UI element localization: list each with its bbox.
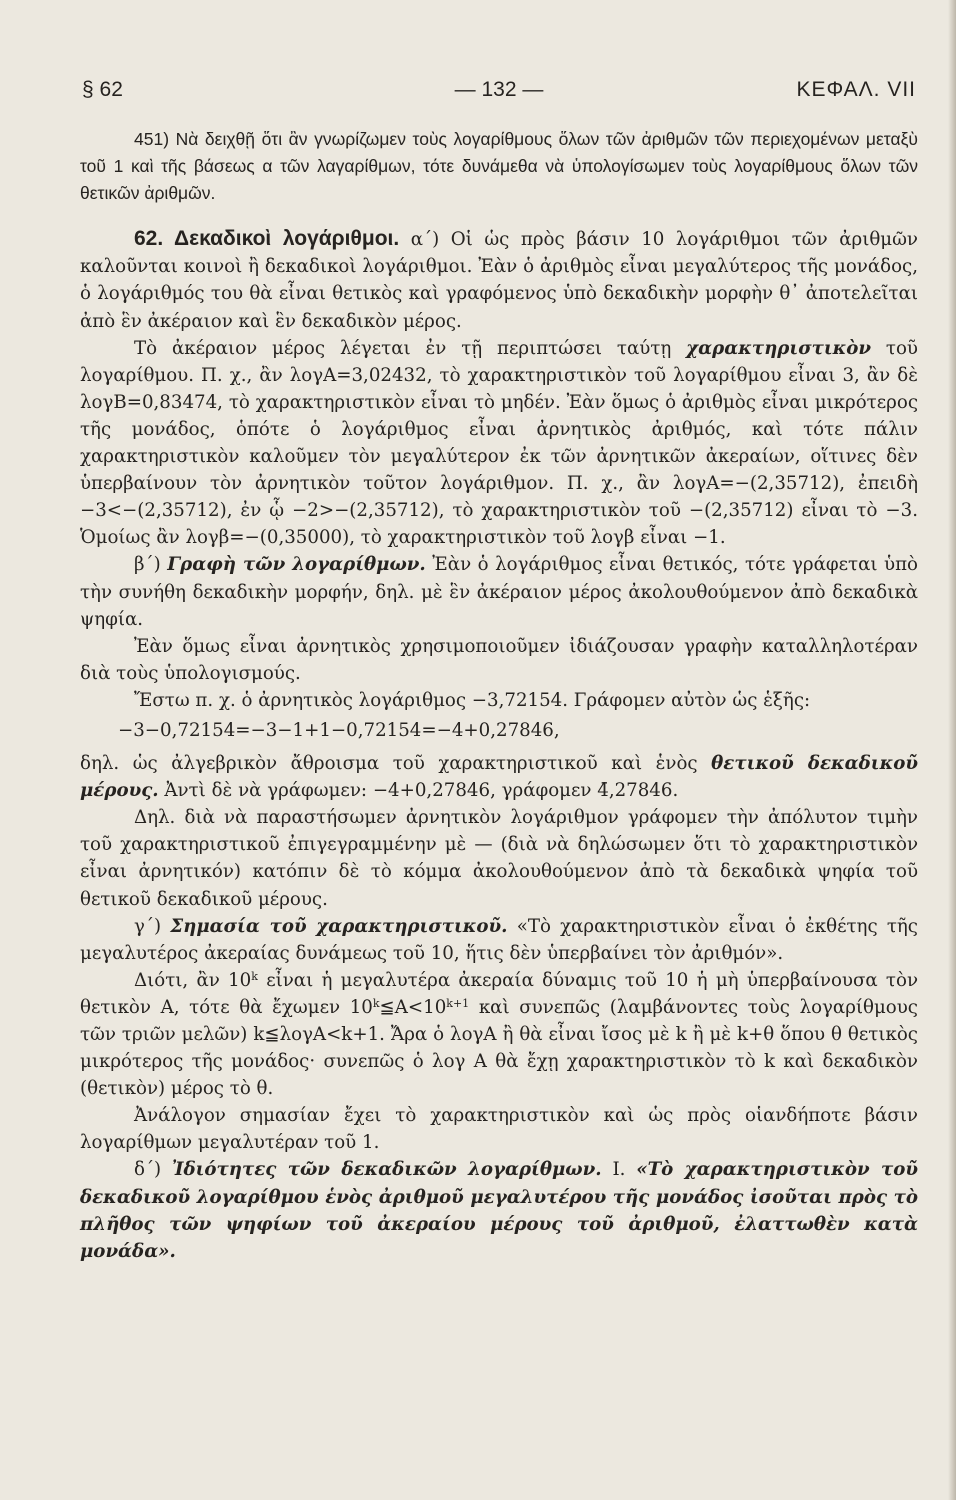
writing-logs-paragraph [80, 551, 918, 632]
property-number: Ι. [612, 1159, 626, 1181]
paragraph-a: α΄) Οἱ ὡς πρὸς βάσιν 10 λογάριθμοι τῶν ἀριθμῶν καλοῦνται κοινοὶ ἢ δεκαδικοὶ λογάριθμοι. Ἐὰν ὁ ἀριθμὸς εἶναι μεγαλύτερος τῆς μονάδος, ὁ λογάριθμός του θὰ εἶναι θετικὸς καὶ γραφόμενος ὑπὸ δεκαδικὴν μορφὴν θ᾽ ἀποτελεῖται ἀπὸ ἓν ἀκέραιον καὶ ἓν δεκαδικὸν μέρος. [80, 229, 918, 332]
text-run: Διότι, ἂν 10 [134, 969, 252, 991]
subsection-title-b: Γραφὴ τῶν λογαρίθμων. [167, 554, 426, 576]
text-run: Ἐὰν ὁ λογάριθμος εἶναι θετικός, τότε γράφεται ὑπὸ τὴν συνήθη δεκαδικὴν μορφήν, δηλ. μὲ ἓν ἀκέραιον μέρος ἀκολουθούμενον ἀπὸ δεκαδικὰ ψηφία. [80, 554, 918, 630]
property-statement: «Τὸ χαρακτηριστικὸν τοῦ δεκαδικοῦ λογαρίθμου ἑνὸς ἀριθμοῦ μεγαλυτέρου τῆς μονάδος ἰσοῦται πρὸς τὸ πλῆθος τῶν ψηφίων τοῦ ἀκεραίου μέρους τοῦ ἀριθμοῦ, ἐλαττωθὲν κατὰ μονάδα». [80, 1159, 918, 1262]
exponent: k+1 [446, 996, 470, 1010]
text-run: εἶναι ἡ μεγαλυτέρα ἀκεραία δύναμις τοῦ 10 ἡ μὴ ὑπερβαίνουσα τὸν θετικὸν Α, τότε θὰ ἔχωμεν 10 [80, 969, 918, 1018]
text-run: Τὸ ἀκέραιον μέρος λέγεται ἐν τῇ περιπτώσει ταύτῃ [134, 337, 672, 359]
term-characteristic: χαρακτηριστικὸν [686, 337, 872, 359]
subsection-title-c: Σημασία τοῦ χαρακτηριστικοῦ. [170, 915, 508, 937]
exponent: k [372, 996, 380, 1010]
section-62-intro [80, 225, 918, 334]
book-page [80, 78, 918, 1265]
term-positive-decimal-part: θετικοῦ δεκαδικοῦ μέρους. [80, 753, 918, 802]
meaning-paragraph [80, 913, 918, 967]
subsection-label-b: β΄) [134, 554, 161, 576]
algebraic-sum-paragraph [80, 750, 918, 804]
exercise-451: 451) Νὰ δειχθῇ ὅτι ἂν γνωρίζωμεν τοὺς λογαρίθμους ὅλων τῶν ἀριθμῶν τῶν περιεχομένων μεταξὺ τοῦ 1 καὶ τῆς βάσεως α τῶν λαγαρίθμων, τότε δυνάμεθα νὰ ὑπολογίσωμεν τοὺς λογαρίθμους ὅλων τῶν θετικῶν ἀριθμῶν. [80, 129, 918, 204]
section-title: 62. Δεκαδικοὶ λογάριθμοι. [134, 227, 400, 251]
page-number: — 132 — [454, 78, 544, 101]
text-run: Ἀντὶ δὲ νὰ γράφωμεν: −4+0,27846, γράφομεν 4̄,27846. [164, 780, 679, 802]
proof-paragraph [80, 967, 918, 1102]
analogous-paragraph: Ἀνάλογον σημασίαν ἔχει τὸ χαρακτηριστικὸν καὶ ὡς πρὸς οἱανδήποτε βάσιν λογαρίθμων μεγαλυτέραν τοῦ 1. [80, 1105, 918, 1154]
example-paragraph: Ἔστω π. χ. ὁ ἀρνητικὸς λογάριθμος −3,72154. Γράφομεν αὐτὸν ὡς ἑξῆς: [134, 689, 811, 711]
representation-paragraph: Δηλ. διὰ νὰ παραστήσωμεν ἀρνητικὸν λογάριθμον γράφομεν τὴν ἀπόλυτον τιμὴν τοῦ χαρακτηριστικοῦ ἐπιγεγραμμένην μὲ — (διὰ νὰ δηλώσωμεν ὅτι τὸ χαρακτηριστικὸν εἶναι ἀρνητικόν) κατόπιν δὲ τὸ κόμμα ἀκολουθούμενον ἀπὸ τὰ δεκαδικὰ ψηφία τοῦ θετικοῦ δεκαδικοῦ μέρους. [80, 807, 918, 910]
text-run: τοῦ λογαρίθμου. Π. χ., ἂν λογΑ=3,02432, τὸ χαρακτηριστικὸν τοῦ λογαρίθμου εἶναι 3, ἂν δὲ λογΒ=0,83474, τὸ χαρακτηριστικὸν εἶναι τὸ μηδέν. Ἐὰν ὅμως ὁ ἀριθμὸς εἶναι μικρότερος τῆς μονάδος, ὁπότε ὁ λογάριθμος εἶναι ἀρνητικὸς ἀριθμός, καὶ τότε πάλιν χαρακτηριστικὸν καλοῦμεν τὸν μεγαλύτερον ἐκ τῶν ἀρνητικῶν ἀκεραίων, οἵτινες δὲν ὑπερβαίνουν τὸν ἀρνητικὸν τοῦτον λογάριθμον. Π. χ., ἂν λογΑ=−(2,35712), ἐπειδὴ −3<−(2,35712), ἐν ᾧ −2>−(2,35712), τὸ χαρακτηριστικὸν τοῦ −(2,35712) εἶναι τὸ −3. Ὁμοίως ἂν λογβ=−(0,35000), τὸ χαρακτηριστικὸν τοῦ λογβ εἶναι −1. [80, 337, 918, 549]
text-run: ≦Α<10 [379, 996, 447, 1018]
subsection-label-c: γ΄) [134, 915, 162, 937]
text-run: «Τὸ χαρακτηριστικὸν εἶναι ὁ ἐκθέτης τῆς μεγαλυτέρος ἀκεραίας δυνάμεως τοῦ 10, ἥτις δὲν ὑπερβαίνει τὸν ἀριθμόν». [80, 915, 918, 964]
exponent: k [251, 969, 258, 983]
characteristic-paragraph [80, 335, 918, 552]
formula-line: −3−0,72154=−3−1+1−0,72154=−4+0,27846, [118, 719, 560, 741]
text-run: καὶ συνεπῶς (λαμβάνοντες τοὺς λογαρίθμους τῶν τριῶν μελῶν) k≦λογΑ<k+1. Ἄρα ὁ λογΑ ἢ θὰ εἶναι ἴσος μὲ k ἢ μὲ k+θ ὅπου θ θετικὸς μικρότερος τῆς μονάδος· συνεπῶς ὁ λογ Α θὰ ἔχῃ χαρακτηριστικὸν τὸ k καὶ δεκαδικὸν (θετικὸν) μέρος τὸ θ. [80, 996, 918, 1100]
properties-paragraph [80, 1156, 918, 1264]
subsection-title-d: Ἰδιότητες τῶν δεκαδικῶν λογαρίθμων. [172, 1159, 602, 1181]
negative-log-paragraph: Ἐὰν ὅμως εἶναι ἀρνητικὸς χρησιμοποιοῦμεν ἰδιάζουσαν γραφὴν καταλληλοτέραν διὰ τοὺς ὑπολογισμούς. [80, 635, 918, 684]
running-header [80, 78, 918, 118]
page-edge-shadow [948, 0, 956, 1500]
section-marker: § 62 [82, 78, 123, 101]
text-run: δηλ. ὡς ἀλγεβρικὸν ἄθροισμα τοῦ χαρακτηριστικοῦ καὶ ἑνὸς [80, 753, 698, 775]
subsection-label-d: δ΄) [134, 1159, 162, 1181]
chapter-label: ΚΕΦΑΛ. VII [796, 78, 916, 101]
